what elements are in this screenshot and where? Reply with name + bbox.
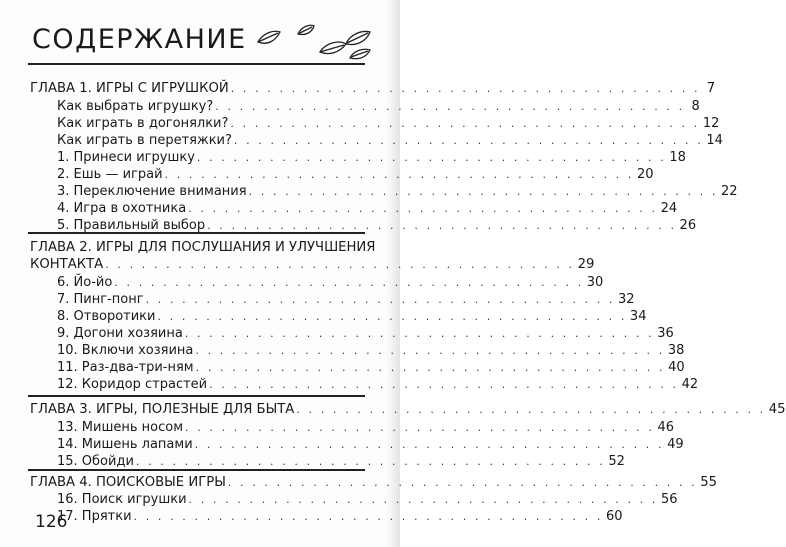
leader-dots: . . . . . . . . . . . . . . . . . . . . . . . . . . . . . . . . . . . . . . .: [194, 438, 665, 451]
toc-page: 18: [669, 150, 686, 165]
toc-page: 56: [660, 492, 678, 507]
leader-dots: . . . . . . . . . . . . . . . . . . . . . . . . . . . . . . . . . . . . . . .: [185, 421, 655, 434]
toc-page: 8: [691, 99, 700, 114]
toc-label: Как выбрать игрушку?: [57, 99, 214, 114]
toc-label: 8. Отворотики: [57, 309, 156, 324]
toc-page: 36: [657, 326, 674, 341]
toc-entry[interactable]: [57, 275, 604, 291]
section-rule: [28, 395, 365, 397]
toc-label: 14. Мишень лапами: [57, 437, 193, 452]
toc-entry[interactable]: [57, 99, 700, 115]
title-rule: [28, 63, 365, 65]
section-rule: [28, 469, 365, 471]
toc-label: Как играть в перетяжки?: [57, 133, 232, 148]
toc-page: 29: [577, 257, 595, 272]
leader-dots: . . . . . . . . . . . . . . . . . . . . . . . . . . . . . . . . . . . . . . .: [207, 219, 677, 232]
leader-dots: . . . . . . . . . . . . . . . . . . . . . . . . . . . . . . . . . . . . . . .: [195, 361, 666, 374]
toc-entry[interactable]: [57, 133, 723, 149]
page-number: 126: [35, 512, 68, 532]
toc-chapter-2-line1[interactable]: [30, 240, 375, 256]
toc-page: 38: [667, 343, 685, 358]
toc-label: 15. Обойди: [57, 454, 134, 469]
toc-chapter-3[interactable]: [30, 402, 786, 418]
toc-page: 14: [706, 133, 723, 148]
toc-entry[interactable]: [57, 343, 685, 359]
toc-label: ГЛАВА 2. ИГРЫ ДЛЯ ПОСЛУШАНИЯ И УЛУЧШЕНИЯ: [30, 240, 376, 255]
toc-entry[interactable]: [57, 167, 654, 183]
leader-dots: . . . . . . . . . . . . . . . . . . . . . . . . . . . . . . . . . . . . . . .: [230, 117, 700, 130]
toc-label: 17. Прятки: [57, 509, 132, 524]
toc-entry[interactable]: [57, 201, 678, 217]
toc-page: 46: [657, 420, 675, 435]
toc-label: 5. Правильный выбор: [57, 218, 206, 233]
leader-dots: . . . . . . . . . . . . . . . . . . . . . . . . . . . . . . . . . . . . . . .: [209, 378, 679, 391]
toc-chapter-2[interactable]: [30, 257, 595, 273]
leader-dots: . . . . . . . . . . . . . . . . . . . . . . . . . . . . . . . . . . . . . . .: [184, 327, 655, 340]
toc-page: 24: [660, 201, 678, 216]
toc-page: 12: [702, 116, 720, 131]
leader-dots: . . . . . . . . . . . . . . . . . . . . . . . . . . . . . . . . . . . . . . .: [164, 168, 634, 181]
toc-entry[interactable]: [57, 437, 684, 453]
leader-dots: . . . . . . . . . . . . . . . . . . . . . . . . . . . . . . . . . . . . . . .: [296, 403, 766, 416]
toc-label: ГЛАВА 1. ИГРЫ С ИГРУШКОЙ: [30, 81, 229, 96]
leader-dots: . . . . . . . . . . . . . . . . . . . . . . . . . . . . . . . . . . . . . . .: [188, 493, 658, 506]
toc-label: ГЛАВА 3. ИГРЫ, ПОЛЕЗНЫЕ ДЛЯ БЫТА: [30, 402, 295, 417]
toc-page: 52: [608, 454, 625, 469]
toc-label: ГЛАВА 4. ПОИСКОВЫЕ ИГРЫ: [30, 475, 226, 490]
toc-label: 3. Переключение внимания: [57, 184, 247, 199]
toc-label: 13. Мишень носом: [57, 420, 184, 435]
toc-entry[interactable]: [57, 292, 635, 308]
leader-dots: . . . . . . . . . . . . . . . . . . . . . . . . . . . . . . . . . . . . . . .: [196, 151, 667, 164]
section-rule: [28, 232, 365, 234]
toc-page: 32: [618, 292, 635, 307]
toc-entry[interactable]: [57, 326, 674, 342]
toc-chapter-4[interactable]: [30, 475, 718, 491]
toc-label: 7. Пинг-понг: [57, 292, 144, 307]
toc-entry[interactable]: [57, 454, 625, 470]
toc-entry[interactable]: [57, 116, 720, 132]
toc-entry[interactable]: [57, 309, 647, 325]
leader-dots: . . . . . . . . . . . . . . . . . . . . . . . . . . . . . . . . . . . . . . .: [215, 100, 685, 113]
toc-entry[interactable]: [57, 420, 675, 436]
toc-page: 60: [605, 509, 623, 524]
toc-label: Как играть в догонялки?: [57, 116, 229, 131]
toc-label: 11. Раз-два-три-ням: [57, 360, 194, 375]
toc-label: 16. Поиск игрушки: [57, 492, 187, 507]
toc-label: 6. Йо-йо: [57, 275, 113, 290]
toc-page: 55: [700, 475, 718, 490]
leader-dots: . . . . . . . . . . . . . . . . . . . . . . . . . . . . . . . . . . . . . . .: [188, 202, 658, 215]
leader-dots: . . . . . . . . . . . . . . . . . . . . . . . . . . . . . . . . . . . . . . .: [248, 185, 719, 198]
leaves-icon: [250, 20, 380, 62]
leader-dots: . . . . . . . . . . . . . . . . . . . . . . . . . . . . . . . . . . . . . . .: [133, 510, 603, 523]
toc-page: 30: [586, 275, 604, 290]
leader-dots: . . . . . . . . . . . . . . . . . . . . . . . . . . . . . . . . . . . . . . .: [227, 476, 698, 489]
toc-entry[interactable]: [57, 150, 686, 166]
toc-entry[interactable]: [57, 377, 699, 393]
toc-label: КОНТАКТА: [30, 257, 104, 272]
leader-dots: . . . . . . . . . . . . . . . . . . . . . . . . . . . . . . . . . . . . . . .: [233, 134, 704, 147]
leader-dots: . . . . . . . . . . . . . . . . . . . . . . . . . . . . . . . . . . . . . . .: [105, 258, 575, 271]
toc-page: 22: [721, 184, 738, 199]
leader-dots: . . . . . . . . . . . . . . . . . . . . . . . . . . . . . . . . . . . . . . .: [157, 310, 627, 323]
toc-chapter-1[interactable]: [30, 81, 716, 97]
toc-page: 45: [768, 402, 786, 417]
toc-page: 26: [679, 218, 697, 233]
toc-label: 4. Игра в охотника: [57, 201, 187, 216]
leader-dots: . . . . . . . . . . . . . . . . . . . . . . . . . . . . . . . . . . . . . . .: [230, 82, 701, 95]
leader-dots: . . . . . . . . . . . . . . . . . . . . . . . . . . . . . . . . . . . . . . .: [114, 276, 584, 289]
toc-page: 7: [706, 81, 716, 96]
toc-entry[interactable]: [57, 360, 685, 376]
toc-page: 42: [681, 377, 699, 392]
leader-dots: . . . . . . . . . . . . . . . . . . . . . . . . . . . . . . . . . . . . . . .: [135, 455, 606, 468]
toc-page: 34: [629, 309, 647, 324]
toc-label: 2. Ешь — играй: [57, 167, 163, 182]
toc-page: 20: [636, 167, 654, 182]
toc-label: 1. Принеси игрушку: [57, 150, 195, 165]
toc-page: 40: [668, 360, 685, 375]
leader-dots: . . . . . . . . . . . . . . . . . . . . . . . . . . . . . . . . . . . . . . .: [195, 344, 665, 357]
leader-dots: . . . . . . . . . . . . . . . . . . . . . . . . . . . . . . . . . . . . . . .: [145, 293, 616, 306]
toc-page: 49: [667, 437, 684, 452]
toc-label: 9. Догони хозяина: [57, 326, 183, 341]
toc-label: 10. Включи хозяина: [57, 343, 194, 358]
toc-entry[interactable]: [57, 492, 678, 508]
toc-entry[interactable]: [57, 184, 738, 200]
toc-entry[interactable]: [57, 509, 623, 525]
page-title: СОДЕРЖАНИЕ: [32, 24, 247, 55]
toc-label: 12. Коридор страстей: [57, 377, 208, 392]
